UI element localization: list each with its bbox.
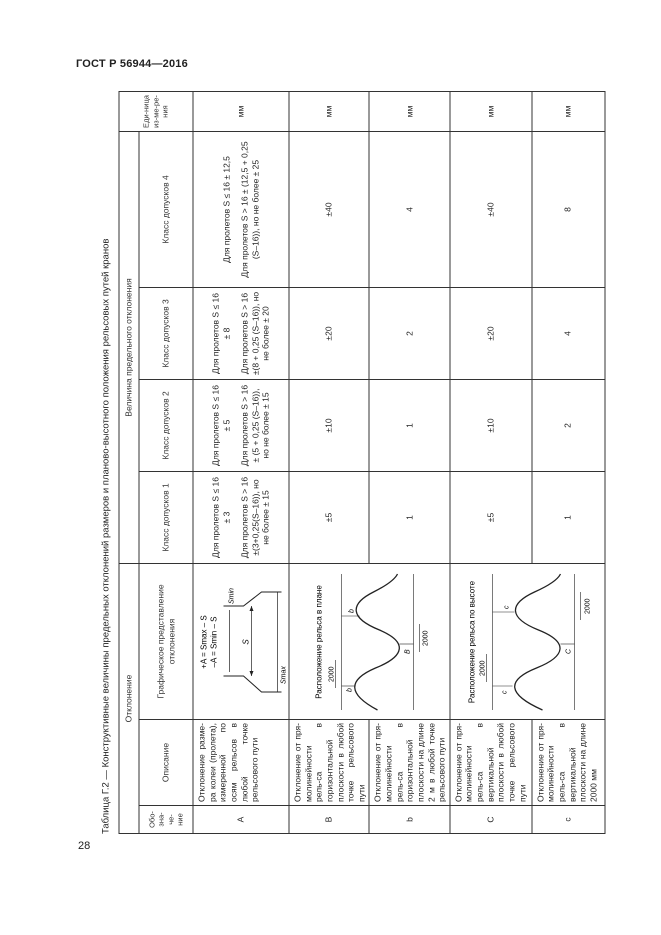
class3-cell	[193, 288, 289, 380]
header-designation: Обо-зна-че-ние	[139, 806, 193, 834]
tol-value: Для пролетов S > 16 ±(8 + 0,25 (S–16)), но не более ± 20	[239, 291, 271, 376]
plan-title: Расположение рельса в плане	[313, 585, 323, 699]
row-code: B	[289, 806, 369, 834]
row-description: Отклонение разме-ра колеи (пролета), измеренной по осям рельсов в любой точке рельсового пути	[193, 720, 289, 806]
class2-cell: 1	[369, 380, 449, 472]
class2-cell: ±10	[449, 380, 531, 472]
deviation-table	[118, 91, 605, 834]
table-row	[289, 92, 369, 834]
header-class3: Класс допусков 3	[139, 288, 193, 380]
rail-plan-diagram	[309, 568, 429, 716]
class3-cell: 4	[531, 288, 604, 380]
rotated-table-container	[118, 92, 598, 834]
class4-cell	[193, 132, 289, 288]
class1-cell: 1	[369, 472, 449, 564]
document-header: ГОСТ Р 56944—2016	[76, 58, 188, 70]
row-description: Отклонение от пря-молинейности рель-са в горизонтальной плоскости в любой точке рельсового пути	[289, 720, 369, 806]
unit-cell: мм	[449, 92, 531, 132]
label-c: c	[502, 605, 510, 609]
tol-value: Для пролетов S ≤ 16 ± 8	[209, 293, 231, 374]
header-class4: Класс допусков 4	[139, 132, 193, 288]
tol-value: Для пролетов S > 16 ± (12,5 + 0,25 (S–16)), но не более ± 25	[239, 141, 260, 278]
tol-value: Для пролетов S > 16 ± (5 + 0,25 (S–16)), но не более ± 15	[239, 384, 271, 467]
table-caption: Таблица Г.2 — Конструктивные величины предельных отклонений размеров и планово-высотного положения рельсовых путей кранов	[100, 238, 112, 834]
tol-value: Для пролетов S ≤ 16 ± 5	[209, 385, 231, 466]
graphic-cell-c	[449, 564, 604, 720]
class1-cell: 1	[531, 472, 604, 564]
label-B: B	[403, 649, 411, 654]
table-row	[531, 92, 604, 834]
track-gauge-diagram	[197, 568, 285, 716]
table-row	[449, 92, 531, 834]
header-description: Описание	[139, 720, 193, 806]
dim-2000: 2000	[583, 598, 591, 614]
table-row	[193, 92, 289, 834]
class1-cell: ±5	[289, 472, 369, 564]
dim-2000: 2000	[421, 630, 429, 646]
class3-cell: ±20	[449, 288, 531, 380]
unit-cell: мм	[369, 92, 449, 132]
unit-cell: мм	[531, 92, 604, 132]
height-title: Расположение рельса по высоте	[466, 580, 476, 704]
label-smax: Smax	[279, 666, 287, 684]
table-row	[369, 92, 449, 834]
header-deviation: Отклонение	[119, 564, 139, 834]
tol-value: Для пролетов S ≤ 16 ± 3	[209, 477, 231, 558]
unit-cell: мм	[289, 92, 369, 132]
class2-cell: ±10	[289, 380, 369, 472]
row-description: Отклонение от пря-молинейности рель-са в вертикальной плоскости в любой точке рельсового пути	[449, 720, 531, 806]
label-b: b	[345, 688, 353, 692]
header-class1: Класс допусков 1	[139, 472, 193, 564]
label-smin: Smin	[227, 588, 235, 604]
row-code: b	[369, 806, 449, 834]
header-class2: Класс допусков 2	[139, 380, 193, 472]
row-code: c	[531, 806, 604, 834]
dim-2000: 2000	[327, 666, 335, 682]
row-code: A	[193, 806, 289, 834]
class4-cell: ±40	[289, 132, 369, 288]
row-code: C	[449, 806, 531, 834]
class3-cell: ±20	[289, 288, 369, 380]
label-b: b	[347, 609, 355, 613]
formula-smin: –A = Smin – S	[208, 616, 218, 668]
graphic-cell-b	[289, 564, 450, 720]
graphic-cell-a	[193, 564, 289, 720]
row-description: Отклонение от пря-молинейности рель-са в горизонтальной плоскости на длине 2 м в любой точке рельсового пути	[369, 720, 449, 806]
header-unit: Еди-ница из-ме-ре-ния	[119, 92, 193, 132]
formula-smax: +A = Smax – S	[198, 615, 208, 669]
class4-cell: ±40	[449, 132, 531, 288]
label-s: S	[240, 639, 250, 645]
page-number: 28	[78, 840, 91, 852]
header-graphic: Графическое представление отклонения	[139, 564, 193, 720]
class3-cell: 2	[369, 288, 449, 380]
class4-cell: 4	[369, 132, 449, 288]
table-wrap	[118, 92, 598, 834]
label-c: c	[500, 690, 508, 694]
class2-cell: 2	[531, 380, 604, 472]
tol-value: Для пролетов S > 16 ±(3+0,25(S–16)), но не более ± 15	[239, 476, 271, 559]
dim-2000: 2000	[478, 660, 486, 676]
header-limit: Величина предельного отклонения	[119, 132, 139, 564]
label-C: C	[564, 648, 572, 654]
rail-height-diagram	[462, 568, 592, 716]
class1-cell	[193, 472, 289, 564]
unit-cell: мм	[193, 92, 289, 132]
class2-cell	[193, 380, 289, 472]
row-description: Отклонение от пря-молинейности рель-са в вертикальной плоскости на длине 2000 мм	[531, 720, 604, 806]
table-caption-wrap	[96, 92, 116, 834]
class1-cell: ±5	[449, 472, 531, 564]
class4-cell: 8	[531, 132, 604, 288]
tol-value: Для пролетов S ≤ 16 ± 12,5	[220, 156, 231, 263]
